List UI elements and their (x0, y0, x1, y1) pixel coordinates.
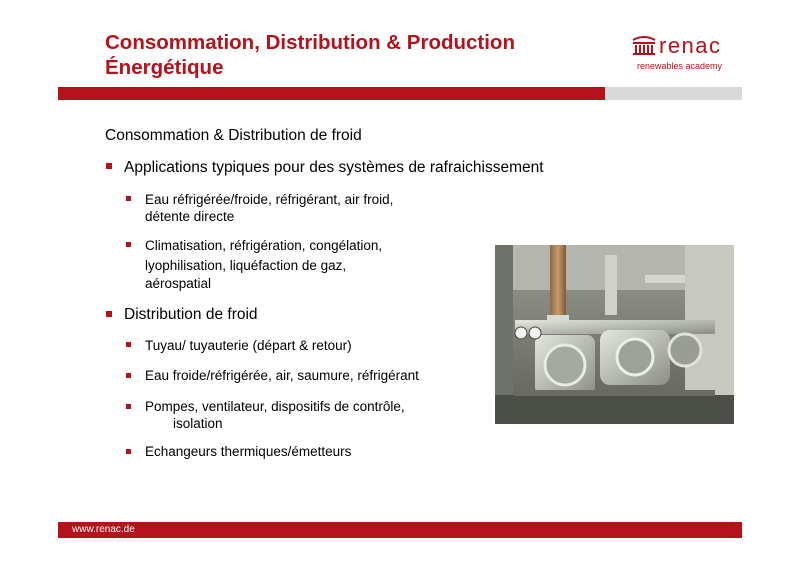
bullet-marker (126, 449, 131, 454)
logo-subtitle: renewables academy (637, 61, 723, 71)
bullet-marker (106, 311, 112, 317)
bullet-marker (126, 373, 131, 378)
list-item-line: Eau réfrigérée/froide, réfrigérant, air froid, (145, 192, 394, 207)
slide-title-line2: Énergétique (105, 56, 224, 79)
list-item-line: Pompes, ventilateur, dispositifs de contrôle, (145, 399, 405, 414)
list-item-line: Eau froide/réfrigérée, air, saumure, réfrigérant (145, 368, 419, 383)
list-item-line: aérospatial (145, 276, 212, 291)
slide-title (105, 30, 575, 80)
list-item-line: Tuyau/ tuyauterie (départ & retour) (145, 338, 352, 353)
header-grey-bar (605, 87, 742, 100)
header-accent-bar (58, 87, 605, 100)
list-item-line: lyophilisation, liquéfaction de gaz, (145, 258, 347, 273)
footer-bar (58, 522, 742, 538)
slide-title-line1: Consommation, Distribution & Production (105, 31, 515, 54)
refrigeration-equipment-photo (495, 245, 734, 424)
bullet-marker (126, 404, 131, 409)
section-heading: Consommation & Distribution de froid (105, 127, 362, 144)
list-item-line: détente directe (145, 209, 235, 224)
renac-logo (628, 33, 744, 77)
footer-url-link[interactable]: www.renac.de (72, 524, 135, 535)
level1-item-distribution: Distribution de froid (124, 306, 258, 323)
bullet-marker (106, 163, 112, 169)
list-item-line: Climatisation, réfrigération, congélation, (145, 238, 383, 253)
list-item-line: isolation (173, 416, 223, 431)
logo-wordmark: renac (659, 33, 722, 58)
level1-item-applications: Applications typiques pour des systèmes de rafraichissement (124, 159, 544, 176)
bullet-marker (126, 196, 131, 201)
bullet-marker (126, 242, 131, 247)
list-item-line: Echangeurs thermiques/émetteurs (145, 444, 352, 459)
machinery-illustration (495, 245, 734, 424)
renac-columns-icon (631, 36, 657, 56)
bullet-marker (126, 342, 131, 347)
